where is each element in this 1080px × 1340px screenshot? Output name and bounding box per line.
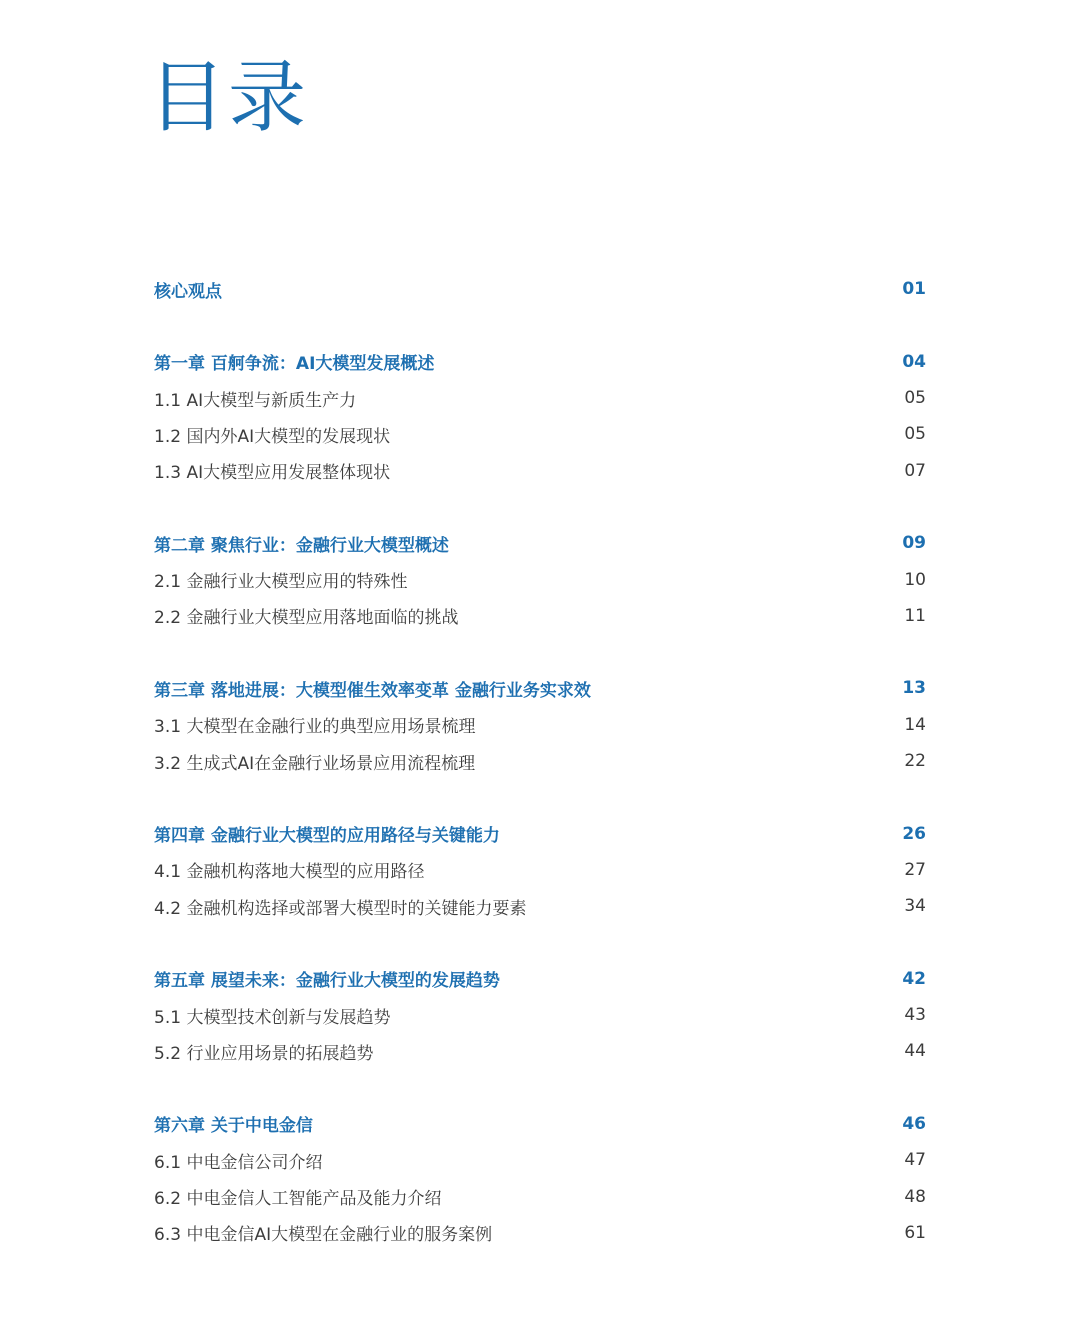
toc-entry[interactable] xyxy=(154,815,926,851)
toc-entry[interactable] xyxy=(154,271,926,307)
toc-entry[interactable] xyxy=(154,888,926,924)
toc-entry-page: 46 xyxy=(902,1113,926,1134)
toc-entry-label: 5.2 行业应用场景的拓展趋势 xyxy=(154,1043,374,1064)
toc-entry-page: 26 xyxy=(902,823,926,844)
toc-entry-label: 2.1 金融行业大模型应用的特殊性 xyxy=(154,572,408,593)
toc-entry-label: 1.2 国内外AI大模型的发展现状 xyxy=(154,426,391,447)
toc-entry-page: 09 xyxy=(902,533,926,554)
toc-entry-label: 第一章 百舸争流：AI大模型发展概述 xyxy=(154,354,435,375)
toc-entry[interactable] xyxy=(154,743,926,779)
toc-entry-page: 43 xyxy=(904,1005,926,1026)
toc-entry[interactable] xyxy=(154,707,926,743)
toc-entry-page: 61 xyxy=(904,1222,926,1243)
toc-entry[interactable] xyxy=(154,416,926,452)
toc-entry[interactable] xyxy=(154,670,926,706)
toc-entry-page: 01 xyxy=(902,279,926,300)
toc-entry[interactable] xyxy=(154,525,926,561)
toc-entry-page: 14 xyxy=(904,714,926,735)
toc-entry[interactable] xyxy=(154,997,926,1033)
toc-entry-page: 07 xyxy=(904,460,926,481)
toc-entry-page: 48 xyxy=(904,1186,926,1207)
toc-entry-label: 1.1 AI大模型与新质生产力 xyxy=(154,390,357,411)
toc-entry[interactable] xyxy=(154,598,926,634)
toc-entry-label: 第二章 聚焦行业：金融行业大模型概述 xyxy=(154,535,449,556)
toc-entry-label: 第五章 展望未来：金融行业大模型的发展趋势 xyxy=(154,971,500,992)
toc-entry-label: 6.2 中电金信人工智能产品及能力介绍 xyxy=(154,1189,442,1210)
toc-entry-label: 6.3 中电金信AI大模型在金融行业的服务案例 xyxy=(154,1225,493,1246)
toc-entry-page: 22 xyxy=(904,751,926,771)
toc-entry[interactable] xyxy=(154,344,926,380)
toc-entry-label: 6.1 中电金信公司介绍 xyxy=(154,1152,323,1173)
toc-entry[interactable] xyxy=(154,380,926,416)
toc-entry-page: 10 xyxy=(904,569,926,590)
toc-entry[interactable] xyxy=(154,561,926,597)
toc-entry-label: 第六章 关于中电金信 xyxy=(154,1116,313,1137)
toc-entry-label: 5.1 大模型技术创新与发展趋势 xyxy=(154,1007,391,1028)
toc-entry-label: 核心观点 xyxy=(154,281,222,302)
toc-entry-label: 1.3 AI大模型应用发展整体现状 xyxy=(154,463,391,484)
toc-entry-label: 3.1 大模型在金融行业的典型应用场景梳理 xyxy=(154,717,476,738)
table-of-contents xyxy=(154,271,926,1251)
toc-entry-page: 42 xyxy=(902,968,926,989)
toc-entry-page: 04 xyxy=(902,351,926,372)
toc-entry-label: 第三章 落地进展：大模型催生效率变革 金融行业务实求效 xyxy=(154,680,591,701)
toc-entry[interactable] xyxy=(154,1178,926,1214)
toc-entry[interactable] xyxy=(154,1106,926,1142)
toc-entry[interactable] xyxy=(154,852,926,888)
toc-entry[interactable] xyxy=(154,452,926,488)
toc-entry-page: 27 xyxy=(904,859,926,880)
toc-entry[interactable] xyxy=(154,1215,926,1251)
toc-entry-label: 第四章 金融行业大模型的应用路径与关键能力 xyxy=(154,826,500,847)
toc-entry-page: 05 xyxy=(904,424,926,445)
toc-entry-page: 05 xyxy=(904,388,926,409)
toc-entry-page: 44 xyxy=(904,1041,926,1062)
toc-entry-page: 13 xyxy=(902,678,926,699)
page-title: 目录 xyxy=(148,53,309,143)
toc-entry-page: 34 xyxy=(904,896,926,917)
toc-entry-page: 11 xyxy=(904,605,926,626)
toc-entry-label: 3.2 生成式AI在金融行业场景应用流程梳理 xyxy=(154,753,476,774)
toc-entry-label: 4.1 金融机构落地大模型的应用路径 xyxy=(154,862,425,883)
toc-entry[interactable] xyxy=(154,961,926,997)
toc-entry[interactable] xyxy=(154,1033,926,1069)
toc-entry-label: 4.2 金融机构选择或部署大模型时的关键能力要素 xyxy=(154,898,527,919)
toc-entry[interactable] xyxy=(154,1142,926,1178)
toc-entry-label: 2.2 金融行业大模型应用落地面临的挑战 xyxy=(154,608,459,629)
toc-entry-page: 47 xyxy=(904,1150,926,1171)
